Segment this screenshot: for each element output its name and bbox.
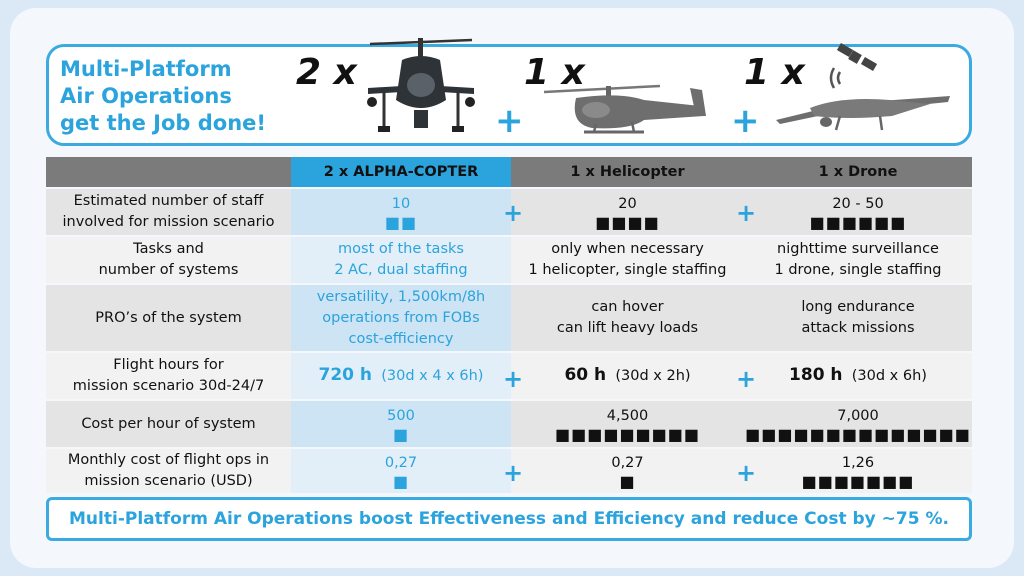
helicopter-count: 1 x xyxy=(524,52,585,93)
hero-title-line: get the Job done! xyxy=(60,111,266,135)
helicopter-cell: 20 ■■■■ xyxy=(511,189,744,235)
header-cell-drone: 1 x Drone xyxy=(744,157,972,187)
hero-title-line: Multi-Platform xyxy=(60,57,232,81)
helicopter-cell: 60 h (30d x 2h) xyxy=(511,353,744,399)
hero-title xyxy=(60,56,290,137)
alpha-copter-cell: 10 ■■ xyxy=(291,189,511,235)
drone-cell: 7,000 ■■■■■■■■■■■■■■ xyxy=(744,401,972,447)
row-label: Cost per hour of system xyxy=(46,401,291,447)
drone-cell: nighttime surveillance 1 drone, single staffing xyxy=(744,237,972,283)
helicopter-icon xyxy=(540,72,720,142)
alpha-copter-cell: versatility, 1,500km/8h operations from FOBs cost-efficiency xyxy=(291,285,511,351)
alpha-copter-cell: 500 ■ xyxy=(291,401,511,447)
plus-icon: + xyxy=(731,101,760,141)
plus-icon: + xyxy=(503,199,524,227)
header-cell-helicopter: 1 x Helicopter xyxy=(511,157,744,187)
helicopter-cell: can hover can lift heavy loads xyxy=(511,285,744,351)
row-label: PRO’s of the system xyxy=(46,285,291,351)
helicopter-cell: 4,500 ■■■■■■■■■ xyxy=(511,401,744,447)
plus-icon: + xyxy=(503,365,524,393)
alpha-copter-cell: most of the tasks 2 AC, dual staffing xyxy=(291,237,511,283)
plus-icon: + xyxy=(736,199,757,227)
plus-icon: + xyxy=(736,459,757,487)
helicopter-cell: only when necessary 1 helicopter, single staffing xyxy=(511,237,744,283)
header-cell-alpha-copter: 2 x ALPHA-COPTER xyxy=(291,157,511,187)
table-row xyxy=(46,285,972,351)
table-header-row xyxy=(46,157,972,187)
drone-cell: 20 - 50 ■■■■■■ xyxy=(744,189,972,235)
alpha-copter-cell: 720 h (30d x 4 x 6h) xyxy=(291,353,511,399)
plus-icon: + xyxy=(495,101,524,141)
helicopter-cell: 0,27 ■ xyxy=(511,449,744,493)
table-row xyxy=(46,237,972,283)
drone-cell: 180 h (30d x 6h) xyxy=(744,353,972,399)
plus-icon: + xyxy=(736,365,757,393)
drone-cell: 1,26 ■■■■■■■ xyxy=(744,449,972,493)
plus-icon: + xyxy=(503,459,524,487)
header-cell-empty xyxy=(46,157,291,187)
drone-icon xyxy=(770,38,960,138)
alpha-copter-icon xyxy=(362,30,480,142)
footer-banner: Multi-Platform Air Operations boost Effectiveness and Efficiency and reduce Cost by ~75 %. xyxy=(46,497,972,541)
drone-cell: long endurance attack missions xyxy=(744,285,972,351)
row-label: Flight hours for mission scenario 30d-24/7 xyxy=(46,353,291,399)
drone-count: 1 x xyxy=(744,52,805,93)
table-row xyxy=(46,401,972,447)
alpha-copter-cell: 0,27 ■ xyxy=(291,449,511,493)
alpha-copter-count: 2 x xyxy=(296,52,357,93)
row-label: Tasks and number of systems xyxy=(46,237,291,283)
hero-title-line: Air Operations xyxy=(60,84,232,108)
row-label: Monthly cost of flight ops in mission scenario (USD) xyxy=(46,449,291,493)
row-label: Estimated number of staff involved for mission scenario xyxy=(46,189,291,235)
